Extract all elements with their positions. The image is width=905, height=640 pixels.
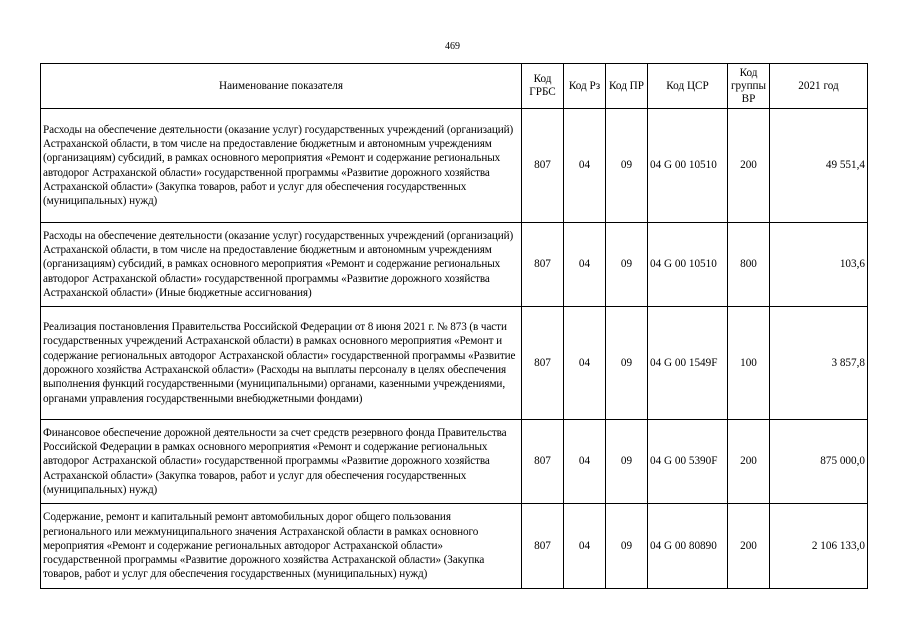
- row-grbs: 807: [522, 420, 564, 504]
- row-rz: 04: [564, 307, 606, 420]
- table-row: [41, 109, 868, 223]
- table-row: [41, 307, 868, 420]
- row-grbs: 807: [522, 307, 564, 420]
- row-pr: 09: [606, 420, 648, 504]
- row-vr: 100: [728, 307, 770, 420]
- row-name: Реализация постановления Правительства Российской Федерации от 8 июня 2021 г. № 873 (в части государственных учреждений Астраханской области) в рамках основного мероприятия «Ремонт и содержание региональных автодорог Астраханской области» государственной программы «Развитие дорожного хозяйства Астраханской области» (Расходы на выплаты персоналу в целях обеспечения выполнения функций государственными (муниципальными) органами, казенными учреждениями, органами управления государственными внебюджетными фондами): [41, 307, 522, 420]
- row-rz: 04: [564, 223, 606, 307]
- header-csr: Код ЦСР: [648, 64, 728, 109]
- table-row: [41, 504, 868, 589]
- row-amount: 103,6: [770, 223, 868, 307]
- row-rz: 04: [564, 420, 606, 504]
- table-row: [41, 420, 868, 504]
- row-csr: 04 G 00 5390F: [648, 420, 728, 504]
- row-rz: 04: [564, 109, 606, 223]
- row-vr: 200: [728, 420, 770, 504]
- row-grbs: 807: [522, 504, 564, 589]
- row-pr: 09: [606, 223, 648, 307]
- page-number: 469: [445, 41, 460, 52]
- row-pr: 09: [606, 504, 648, 589]
- row-csr: 04 G 00 10510: [648, 109, 728, 223]
- row-csr: 04 G 00 10510: [648, 223, 728, 307]
- row-rz: 04: [564, 504, 606, 589]
- row-grbs: 807: [522, 223, 564, 307]
- row-pr: 09: [606, 307, 648, 420]
- budget-table: [40, 63, 868, 589]
- row-amount: 875 000,0: [770, 420, 868, 504]
- header-vr: Код группы ВР: [728, 64, 770, 109]
- row-name: Расходы на обеспечение деятельности (оказание услуг) государственных учреждений (организаций) Астраханской области, в том числе на предоставление бюджетным и автономным учреждениям (организациям) субсидий, в рамках основного мероприятия «Ремонт и содержание региональных автодорог Астраханской области» государственной программы «Развитие дорожного хозяйства Астраханской области» (Закупка товаров, работ и услуг для обеспечения государственных (муниципальных) нужд): [41, 109, 522, 223]
- header-pr: Код ПР: [606, 64, 648, 109]
- row-grbs: 807: [522, 109, 564, 223]
- header-name: Наименование показателя: [41, 64, 522, 109]
- row-csr: 04 G 00 80890: [648, 504, 728, 589]
- row-name: Финансовое обеспечение дорожной деятельности за счет средств резервного фонда Правительства Российской Федерации в рамках основного мероприятия «Ремонт и содержание региональных автодорог Астраханской области» государственной программы «Развитие дорожного хозяйства Астраханской области» (Закупка товаров, работ и услуг для обеспечения государственных (муниципальных) нужд): [41, 420, 522, 504]
- row-vr: 200: [728, 504, 770, 589]
- row-vr: 200: [728, 109, 770, 223]
- row-amount: 49 551,4: [770, 109, 868, 223]
- header-year: 2021 год: [770, 64, 868, 109]
- row-name: Расходы на обеспечение деятельности (оказание услуг) государственных учреждений (организаций) Астраханской области, в том числе на предоставление бюджетным и автономным учреждениям (организациям) субсидий, в рамках основного мероприятия «Ремонт и содержание региональных автодорог Астраханской области» государственной программы «Развитие дорожного хозяйства Астраханской области» (Иные бюджетные ассигнования): [41, 223, 522, 307]
- row-name: Содержание, ремонт и капитальный ремонт автомобильных дорог общего пользования регионального или межмуниципального значения Астраханской области в рамках основного мероприятия «Ремонт и содержание региональных автодорог Астраханской области» государственной программы «Развитие дорожного хозяйства Астраханской области» (Закупка товаров, работ и услуг для обеспечения государственных (муниципальных) нужд): [41, 504, 522, 589]
- row-csr: 04 G 00 1549F: [648, 307, 728, 420]
- header-rz: Код Рз: [564, 64, 606, 109]
- row-pr: 09: [606, 109, 648, 223]
- row-vr: 800: [728, 223, 770, 307]
- row-amount: 3 857,8: [770, 307, 868, 420]
- header-grbs: Код ГРБС: [522, 64, 564, 109]
- table-row: [41, 223, 868, 307]
- row-amount: 2 106 133,0: [770, 504, 868, 589]
- table-header-row: [41, 64, 868, 109]
